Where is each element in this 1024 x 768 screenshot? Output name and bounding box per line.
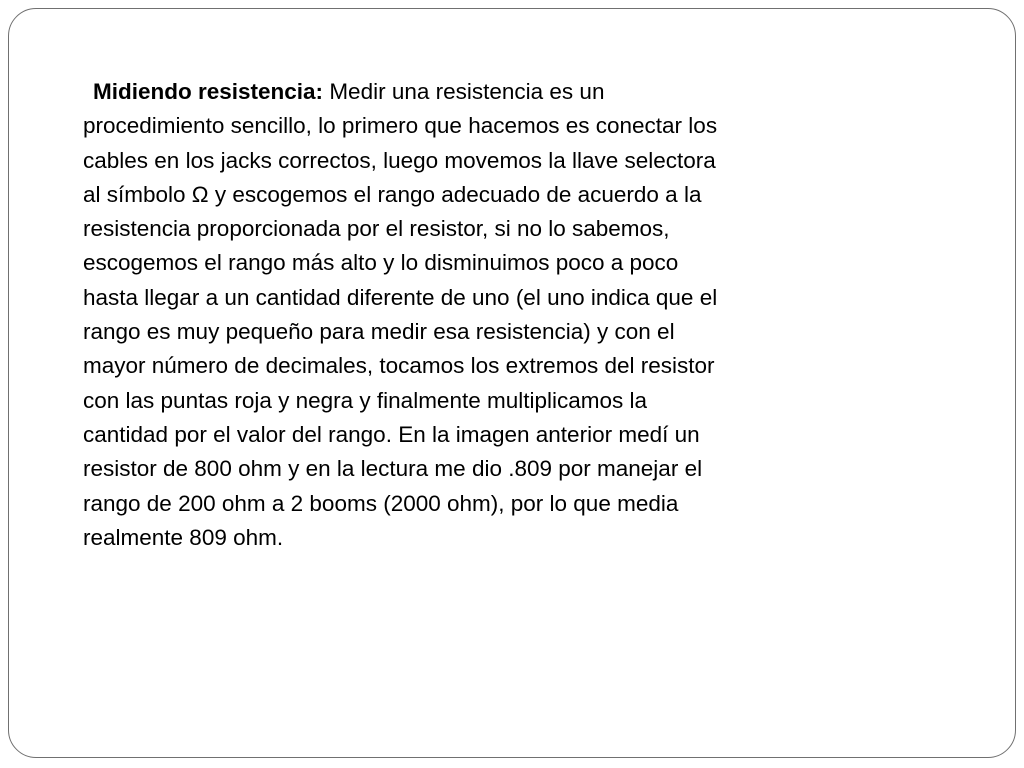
- body-line: procedimiento sencillo, lo primero que hacemos es conectar los: [83, 113, 718, 139]
- slide-body-text: [83, 75, 895, 555]
- body-line: rango de 200 ohm a 2 booms (2000 ohm), por lo que media: [83, 490, 679, 516]
- body-line: resistencia proporcionada por el resistor, si no lo sabemos,: [83, 216, 670, 242]
- body-line: rango es muy pequeño para medir esa resistencia) y con el: [83, 319, 675, 345]
- body-line: resistor de 800 ohm y en la lectura me dio .809 por manejar el: [83, 456, 703, 482]
- body-line: realmente 809 ohm.: [83, 524, 284, 550]
- body-line: hasta llegar a un cantidad diferente de uno (el uno indica que el: [83, 284, 718, 310]
- body-line: cables en los jacks correctos, luego movemos la llave selectora: [83, 147, 716, 173]
- lead-label: Midiendo resistencia:: [93, 79, 324, 104]
- body-line: al símbolo Ω y escogemos el rango adecuado de acuerdo a la: [83, 181, 702, 207]
- body-line: escogemos el rango más alto y lo disminuimos poco a poco: [83, 250, 679, 276]
- body-line: cantidad por el valor del rango. En la imagen anterior medí un: [83, 421, 700, 447]
- body-line: Medir una resistencia es un: [323, 79, 605, 104]
- body-line: con las puntas roja y negra y finalmente multiplicamos la: [83, 387, 648, 413]
- body-line: mayor número de decimales, tocamos los extremos del resistor: [83, 353, 715, 379]
